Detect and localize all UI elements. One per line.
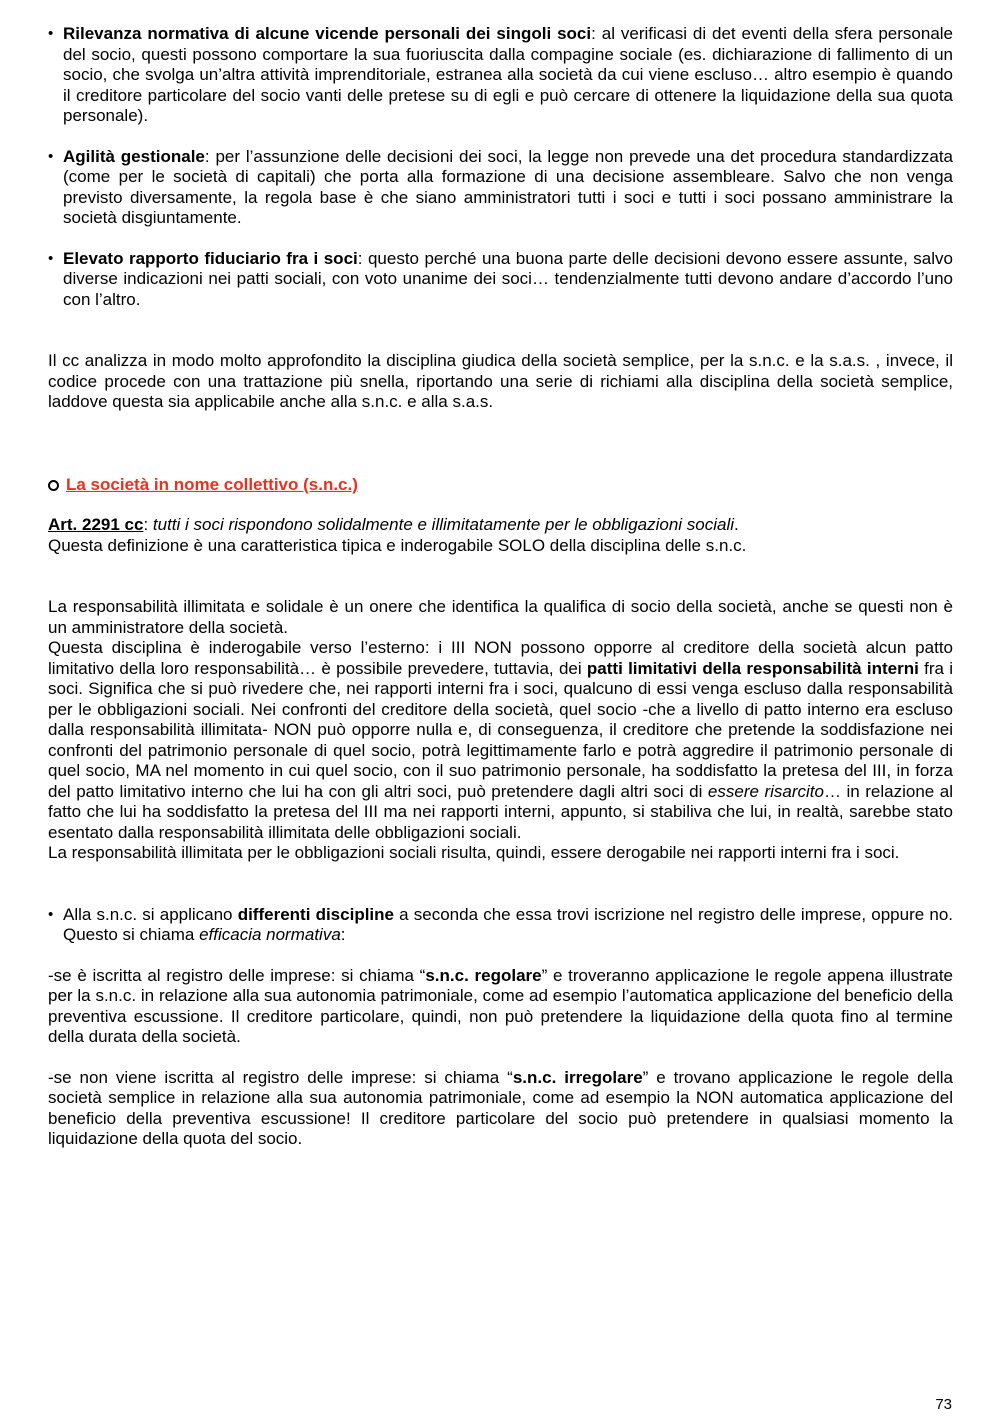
bold-term: s.n.c. regolare [425, 965, 542, 985]
bullet-dot-icon: • [48, 147, 54, 165]
bullet-text: : al verificasi di det eventi della sfera personale del socio, questi possono comportare la sua fuoriuscita dalla compagine sociale (es. dichiarazione di fallimento di un socio, che svolga un’altra attività imprenditoriale, estranea alla società da cui viene escluso… altro esempio è quando il creditore particolare del socio vanti delle pretese su di egli e può cercare di ottenere la liquidazione della sua quota personale). [63, 24, 954, 125]
regolare-paragraph [48, 966, 953, 1048]
bold-term: s.n.c. irregolare [512, 1067, 643, 1087]
bullet-item [48, 24, 953, 127]
bullet-dot-icon: • [48, 249, 54, 267]
article-ref: Art. 2291 cc [48, 515, 144, 534]
italic-term: essere risarcito [707, 781, 824, 801]
italic-term: efficacia normativa [199, 925, 341, 944]
section-heading [48, 475, 953, 496]
responsibility-paragraph [48, 638, 953, 843]
bullet-dot-icon: • [48, 905, 54, 923]
text-run: … in relazione al fatto che lui ha soddisfatto la pretesa del III ma nei rapporti interni, appunto, si stabiliva che lui, in realtà, sarebbe stato esentato dalla responsabilità illimitata delle obbligazioni sociali. [48, 781, 953, 842]
article-sep: : [143, 515, 153, 534]
text-run: -se non viene iscritta al registro delle imprese: si chiama “ [48, 1067, 513, 1087]
bullet-term: Agilità gestionale [63, 146, 205, 166]
bullet-term: Rilevanza normativa di alcune vicende personali dei singoli soci [63, 24, 592, 43]
text-run: ” e trovano applicazione le regole della società semplice in relazione alla sua autonomia patrimoniale, come ad esempio la NON automatica applicazione del beneficio della preventiva escussione! Il creditore particolare del socio può pretendere in qualsiasi momento la liquidazione della quota del socio. [48, 1067, 953, 1148]
document-page [48, 24, 953, 1150]
circle-bullet-icon [48, 480, 59, 491]
bullet-dot-icon: • [48, 25, 54, 42]
page-number: 73 [935, 1396, 952, 1413]
text-run: Questa disciplina è inderogabile verso l’esterno: i III NON possono opporre al creditore della società alcun patto limitativo della loro responsabilità… è possibile prevedere, tuttavia, dei [48, 638, 953, 678]
bullet-text: : per l’assunzione delle decisioni dei soci, la legge non prevede una det procedura standardizzata (come per le società di capitali) che porta alla formazione di una decisione assembleare. Salvo che non venga previsto diversamente, la regola base è che siano amministratori tutti i soci e tutti i soci possano amministrare la società disgiuntamente. [63, 146, 954, 227]
responsibility-paragraph: La responsabilità illimitata e solidale è un onere che identifica la qualifica di socio della società, anche se questi non è un amministratore della società. [48, 597, 953, 637]
article-quote: tutti i soci rispondono solidalmente e illimitatamente per le obbligazioni sociali [152, 515, 735, 534]
bold-term: patti limitativi della responsabilità interni [586, 658, 919, 678]
article-end: . [734, 515, 739, 534]
text-run: ” e troveranno applicazione le regole appena illustrate per la s.n.c. in relazione alla sua autonomia patrimoniale, come ad esempio l’automatica applicazione del beneficio della preventiva escussione. Il creditore particolare, quindi, non può pretendere la liquidazione della quota fino al termine della durata della società. [48, 965, 953, 1046]
definition-line: Questa definizione è una caratteristica tipica e inderogabile SOLO della disciplina delle s.n.c. [48, 535, 747, 555]
irregolare-paragraph [48, 1068, 953, 1150]
responsibility-paragraph: La responsabilità illimitata per le obbligazioni sociali risulta, quindi, essere derogabile nei rapporti interni fra i soci. [48, 843, 900, 862]
text-run: a seconda che essa trovi iscrizione nel registro delle imprese, oppure no. Questo si chiama [63, 904, 953, 944]
text-run: fra i soci. Significa che si può rivedere che, nei rapporti interni fra i soci, qualcuno di essi venga escluso dalla responsabilità per le obbligazioni sociali. Nei confronti del creditore della società, quel socio -che a livello di patto interno era escluso dalla responsabilità illimitata- NON può opporre nulla e, di conseguenza, il creditore che pretende la soddisfazione nei confronti del patrimonio personale di quel socio, potrà legittimamente farlo e potrà aggredire il patrimonio personale di quel socio, MA nel momento in cui quel socio, con il suo patrimonio personale, ha soddisfatto la pretesa del III, in forza del patto limitativo interno che lui ha con gli altri soci, può pretendere dagli altri soci di [48, 658, 954, 801]
text-run: -se è iscritta al registro delle imprese: si chiama “ [48, 965, 426, 985]
text-run: Alla s.n.c. si applicano [63, 904, 238, 924]
bullet-item [48, 905, 953, 946]
bullet-item [48, 249, 953, 311]
text-run: : [340, 925, 346, 944]
article-line [48, 515, 953, 536]
bullet-text: : questo perché una buona parte delle decisioni devono essere assunte, salvo diverse indicazioni nei patti sociali, con voto unanime dei soci… tendenzialmente tutti devono andare d’accordo l’uno con l’altro. [63, 248, 953, 309]
bold-term: differenti discipline [237, 904, 394, 924]
bullet-term: Elevato rapporto fiduciario fra i soci [63, 248, 358, 268]
section-heading-text: La società in nome collettivo (s.n.c.) [66, 474, 358, 494]
bullet-item [48, 147, 953, 229]
intro-paragraph: Il cc analizza in modo molto approfondito la disciplina giudica della società semplice, per la s.n.c. e la s.a.s. , invece, il codice procede con una trattazione più snella, riportando una serie di richiami alla disciplina della società semplice, laddove questa sia applicabile anche alla s.n.c. e alla s.a.s. [48, 351, 953, 411]
